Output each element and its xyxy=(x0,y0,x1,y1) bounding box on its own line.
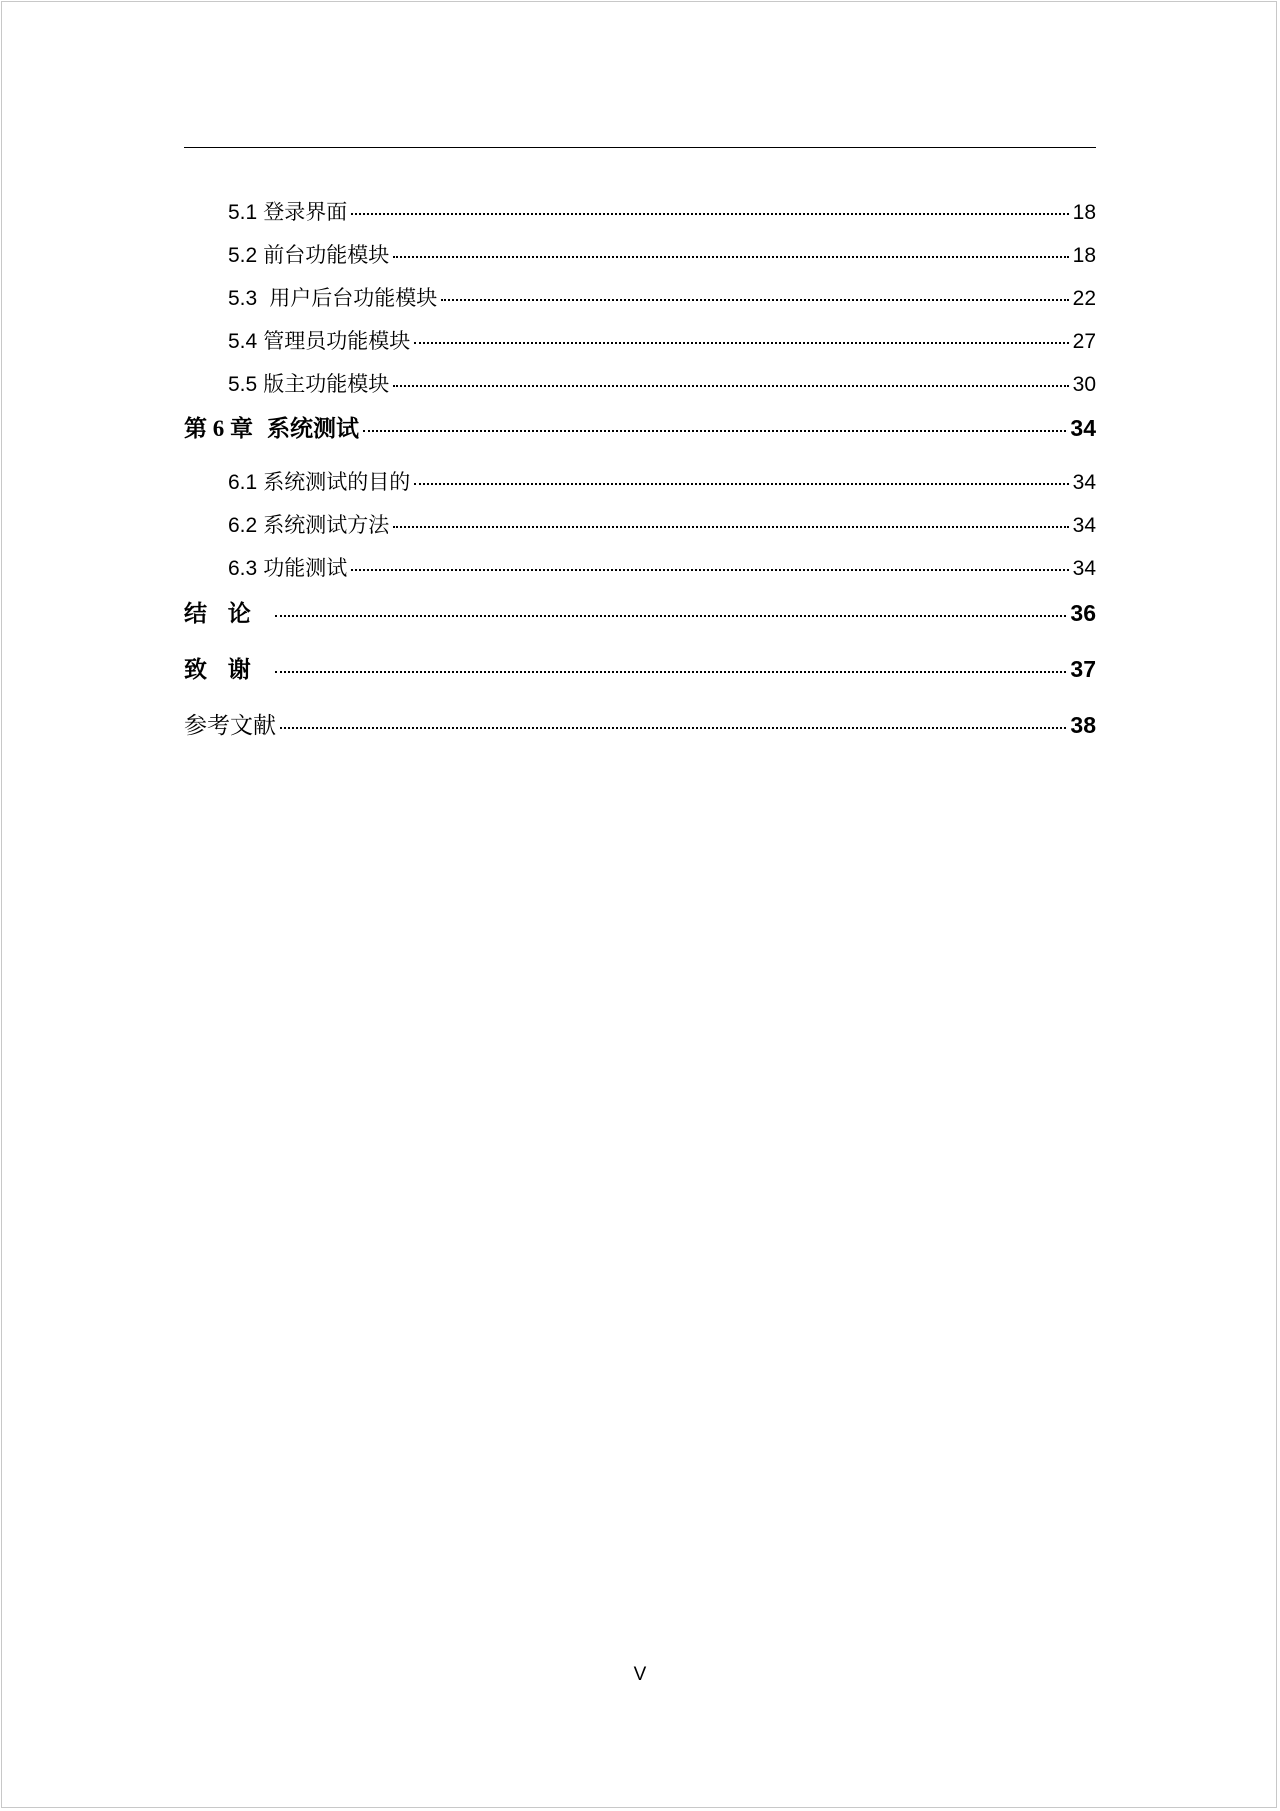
dot-leader xyxy=(363,430,1066,432)
toc-entry-page: 30 xyxy=(1072,373,1096,396)
dot-leader xyxy=(393,385,1068,387)
toc-entry-page: 34 xyxy=(1070,415,1096,441)
dot-leader xyxy=(414,342,1068,344)
dot-leader xyxy=(393,526,1068,528)
toc-entry-title: 前台功能模块 xyxy=(263,243,390,267)
toc-entry-title: 系统测试方法 xyxy=(263,514,390,537)
header-rule xyxy=(184,147,1096,148)
toc-entry-5-5[interactable] xyxy=(228,368,1096,398)
dot-leader xyxy=(280,727,1066,729)
toc-entry-number: 5.2 xyxy=(228,244,258,267)
toc-entry-number: 6.3 xyxy=(228,557,258,580)
footer-page-number: V xyxy=(633,1664,647,1685)
toc-entry-5-3[interactable] xyxy=(228,282,1096,312)
toc-entry-5-4[interactable] xyxy=(228,325,1096,355)
toc-entry-title: 登录界面 xyxy=(263,200,348,224)
dot-leader xyxy=(393,256,1068,258)
toc-entry-number: 6.2 xyxy=(228,514,258,537)
toc-entry-page: 18 xyxy=(1072,244,1096,267)
toc-entry-number: 5.1 xyxy=(228,201,258,224)
toc-entry-page: 38 xyxy=(1070,712,1096,738)
toc-entry-title: 系统测试的目的 xyxy=(263,471,411,494)
toc-entry-number: 5.4 xyxy=(228,330,258,353)
toc-entry-number: 第 6 章 xyxy=(184,416,253,441)
toc-entry-chapter-6[interactable] xyxy=(184,410,1096,443)
toc-entry-title: 参考文献 xyxy=(184,713,276,738)
toc-entry-title: 管理员功能模块 xyxy=(263,329,411,353)
page-frame xyxy=(1,1,1277,1808)
toc-entry-number: 5.3 xyxy=(228,287,258,310)
dot-leader xyxy=(275,615,1066,617)
dot-leader xyxy=(275,671,1066,673)
toc-entry-page: 18 xyxy=(1072,201,1096,224)
toc-entry-6-3[interactable] xyxy=(228,552,1096,582)
toc-entry-page: 34 xyxy=(1072,557,1096,580)
toc-entry-5-1[interactable] xyxy=(228,196,1096,226)
toc-entry-page: 37 xyxy=(1070,656,1096,682)
toc-entry-title: 用户后台功能模块 xyxy=(269,287,438,310)
toc-entry-number: 6.1 xyxy=(228,471,258,494)
toc-entry-title: 结论 xyxy=(184,600,272,626)
toc-entry-title: 版主功能模块 xyxy=(263,372,390,396)
toc-entry-acknowledgements[interactable] xyxy=(184,651,1096,684)
dot-leader xyxy=(351,569,1068,571)
toc-entry-page: 36 xyxy=(1070,600,1096,626)
toc-entry-6-1[interactable] xyxy=(228,466,1096,496)
dot-leader xyxy=(441,299,1068,301)
dot-leader xyxy=(414,483,1068,485)
toc-entry-page: 27 xyxy=(1072,330,1096,353)
toc-entry-page: 22 xyxy=(1072,287,1096,310)
toc-entry-6-2[interactable] xyxy=(228,509,1096,539)
toc-entry-number: 5.5 xyxy=(228,373,258,396)
toc-entry-title: 功能测试 xyxy=(263,557,348,580)
toc-entry-references[interactable] xyxy=(184,707,1096,740)
toc-entry-title: 致谢 xyxy=(184,656,272,682)
toc-entry-5-2[interactable] xyxy=(228,239,1096,269)
toc-entry-page: 34 xyxy=(1072,471,1096,494)
toc-entry-conclusion[interactable] xyxy=(184,595,1096,628)
toc-entry-title: 系统测试 xyxy=(267,416,359,441)
toc-entry-page: 34 xyxy=(1072,514,1096,537)
dot-leader xyxy=(351,213,1068,215)
